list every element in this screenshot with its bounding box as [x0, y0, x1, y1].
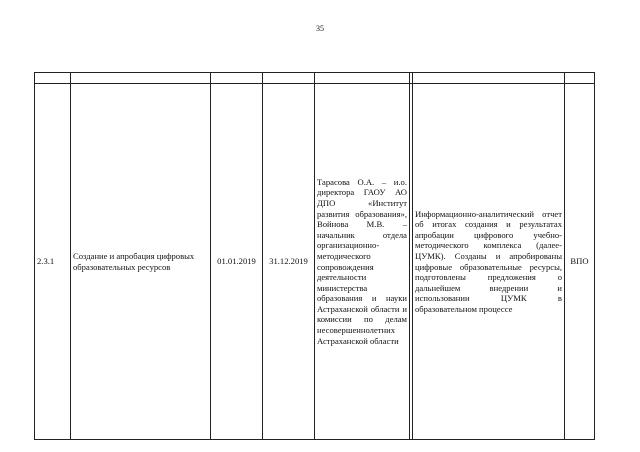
table-cell [263, 73, 315, 84]
responsible-cell: Тарасова О.А. – и.о. директора ГАОУ АО ДПО «Институт развития образования», Войнова М.В. – начальник отдела организационно-методического сопровождения деятельности министерства образования и науки Астраханской области и комиссии по делам несовершеннолетних Астраханской области [315, 84, 410, 440]
start-date-cell: 01.01.2019 [211, 84, 263, 440]
code-cell: ВПО [565, 84, 595, 440]
end-date-cell: 31.12.2019 [263, 84, 315, 440]
table-cell [71, 73, 211, 84]
item-number-cell: 2.3.1 [35, 84, 71, 440]
table-cell [35, 73, 71, 84]
table-cell [315, 73, 410, 84]
page-number: 35 [316, 24, 324, 33]
table-cell [413, 73, 565, 84]
table-row [35, 84, 595, 440]
table-cell [211, 73, 263, 84]
activity-name-cell: Создание и апробация цифровых образовательных ресурсов [71, 84, 211, 440]
result-cell: Информационно-аналитический отчет об итогах создания и результатах апробации цифрового учебно-методического комплекса (далее-ЦУМК). Созданы и апробированы цифровые образовательные ресурсы, подготовлены предложения о дальнейшем внедрении и использовании ЦУМК в образовательном процессе [413, 84, 565, 440]
table-top-edge-row [35, 73, 595, 84]
table-cell [565, 73, 595, 84]
plan-table [34, 72, 595, 440]
